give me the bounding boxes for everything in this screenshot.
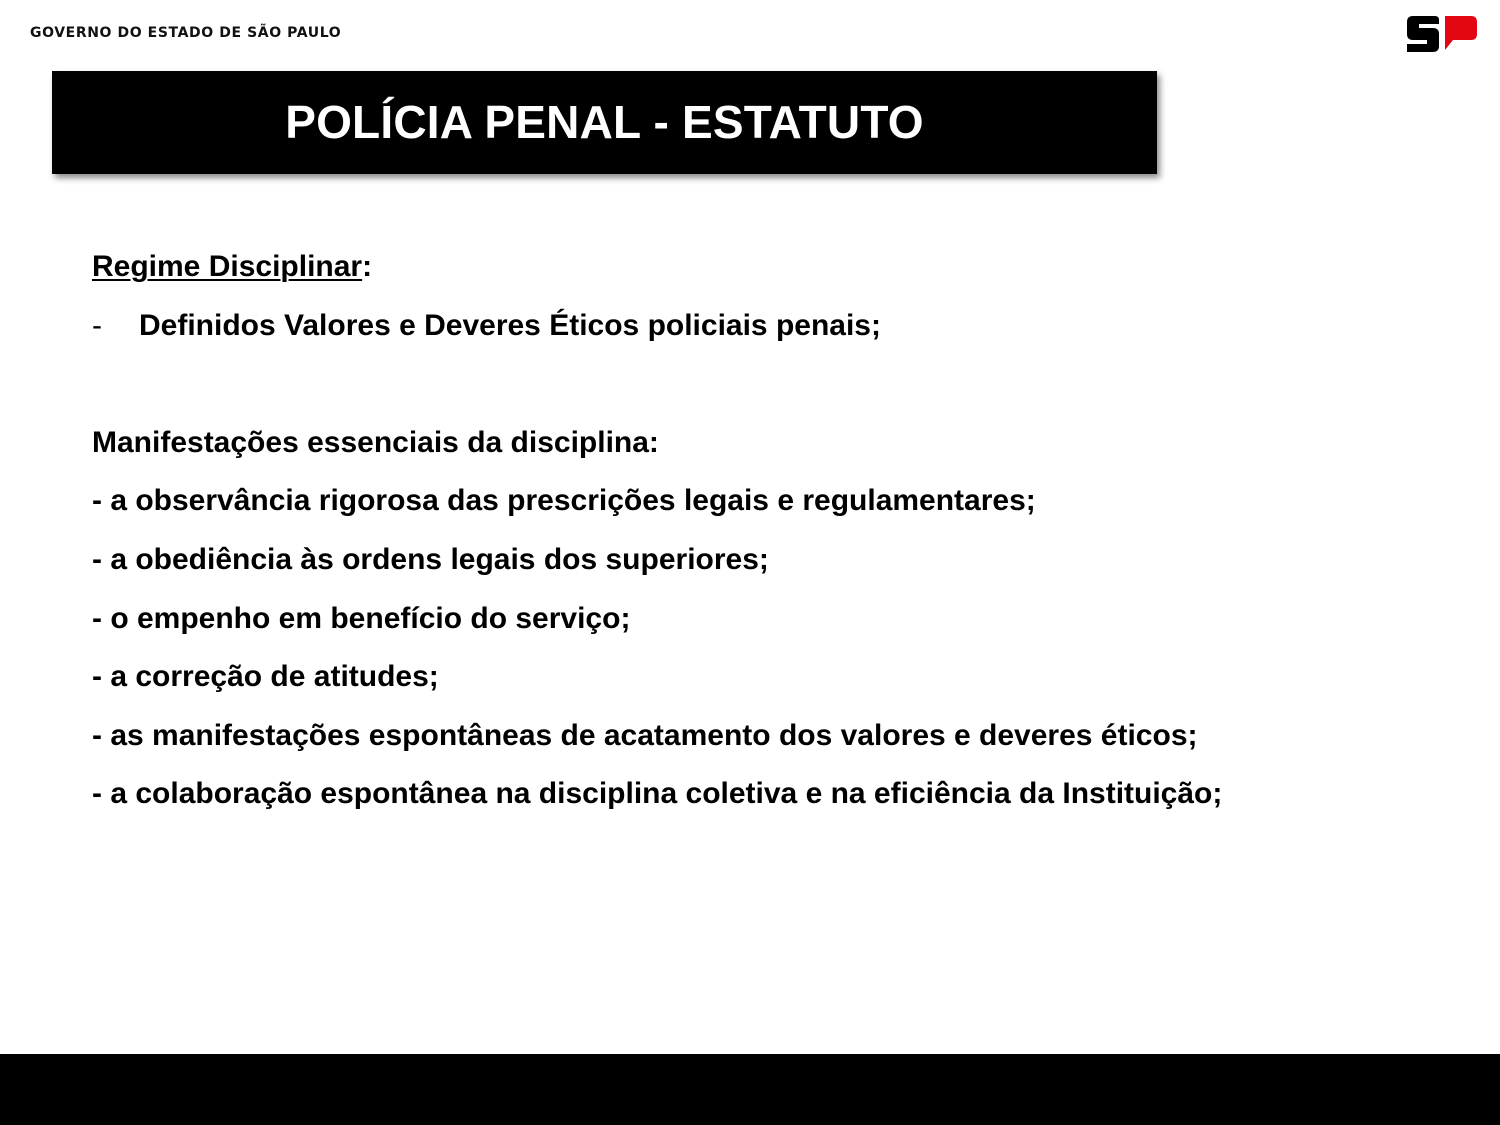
bullet-item — [92, 297, 1442, 356]
section-heading — [92, 238, 1442, 297]
manifestation-item: - o empenho em benefício do serviço; — [92, 601, 631, 635]
manifestation-item: - a observância rigorosa das prescrições legais e regulamentares; — [92, 484, 1036, 518]
manifestation-item: - a correção de atitudes; — [92, 660, 439, 694]
title-banner — [52, 71, 1157, 174]
government-header-label: GOVERNO DO ESTADO DE SÃO PAULO — [30, 25, 342, 41]
section-heading-suffix: : — [362, 250, 373, 283]
bullet-text: Definidos Valores e Deveres Éticos policiais penais; — [139, 308, 881, 342]
section-heading-text: Regime Disciplinar — [92, 250, 363, 283]
manifestation-item: - as manifestações espontâneas de acatamento dos valores e deveres éticos; — [92, 718, 1198, 752]
slide-title: POLÍCIA PENAL - ESTATUTO — [285, 96, 924, 148]
bullet-marker: - — [92, 308, 102, 342]
manifestation-item: - a obediência às ordens legais dos superiores; — [92, 542, 769, 576]
manifestations-heading: Manifestações essenciais da disciplina: — [92, 425, 659, 459]
slide-content — [92, 238, 1442, 824]
manifestation-item: - a colaboração espontânea na disciplina coletiva e na eficiência da Instituição; — [92, 777, 1223, 811]
sp-logo-icon — [1405, 16, 1479, 52]
footer-bar — [0, 1054, 1500, 1125]
blank-line — [92, 355, 1442, 414]
